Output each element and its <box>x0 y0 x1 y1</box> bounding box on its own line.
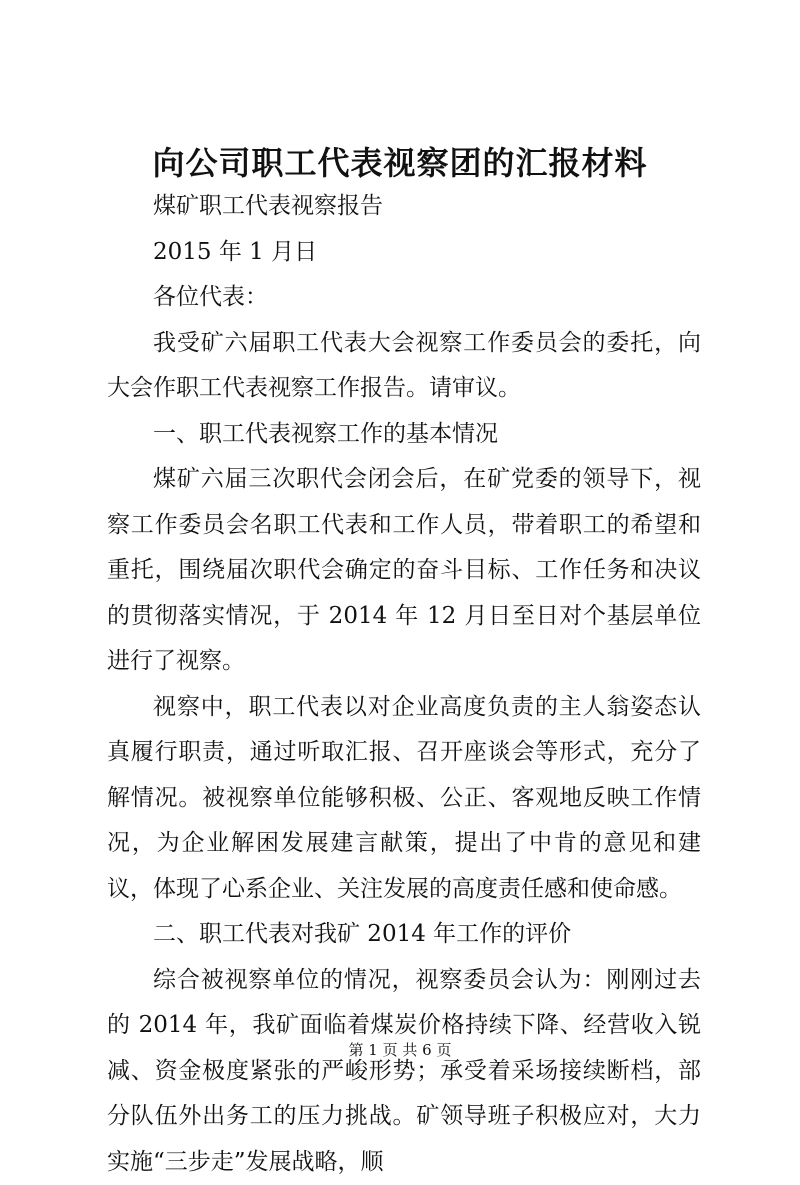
section-heading-2: 二、职工代表对我矿 2014 年工作的评价 <box>107 912 701 958</box>
section-heading-1: 一、职工代表视察工作的基本情况 <box>107 412 701 458</box>
page-footer: 第 1 页 共 6 页 <box>0 1040 800 1060</box>
paragraph-inspection-process: 视察中，职工代表以对企业高度负责的主人翁姿态认真履行职责，通过听取汇报、召开座谈会等形式，充分了解情况。被视察单位能够积极、公正、客观地反映工作情况，为企业解困发展建言献策，提出了中肯的意见和建议，体现了心系企业、关注发展的高度责任感和使命感。 <box>107 685 701 913</box>
paragraph-intro: 我受矿六届职工代表大会视察工作委员会的委托，向大会作职工代表视察工作报告。请审议。 <box>107 321 701 412</box>
paragraph-date: 2015 年 1 月日 <box>107 230 701 276</box>
document-title: 向公司职工代表视察团的汇报材料 <box>0 138 800 188</box>
paragraph-basic-situation: 煤矿六届三次职代会闭会后，在矿党委的领导下，视察工作委员会名职工代表和工作人员，带着职工的希望和重托，围绕届次职代会确定的奋斗目标、工作任务和决议的贯彻落实情况，于 2014 年 12 月日至日对个基层单位进行了视察。 <box>107 457 701 685</box>
document-body <box>107 184 701 1185</box>
paragraph-evaluation: 综合被视察单位的情况，视察委员会认为：刚刚过去的 2014 年，我矿面临着煤炭价格持续下降、经营收入锐减、资金极度紧张的严峻形势；承受着采场接续断档，部分队伍外出务工的压力挑战。矿领导班子积极应对，大力实施“三步走”发展战略，顺 <box>107 958 701 1185</box>
paragraph-salutation: 各位代表： <box>107 275 701 321</box>
paragraph-subtitle: 煤矿职工代表视察报告 <box>107 184 701 230</box>
